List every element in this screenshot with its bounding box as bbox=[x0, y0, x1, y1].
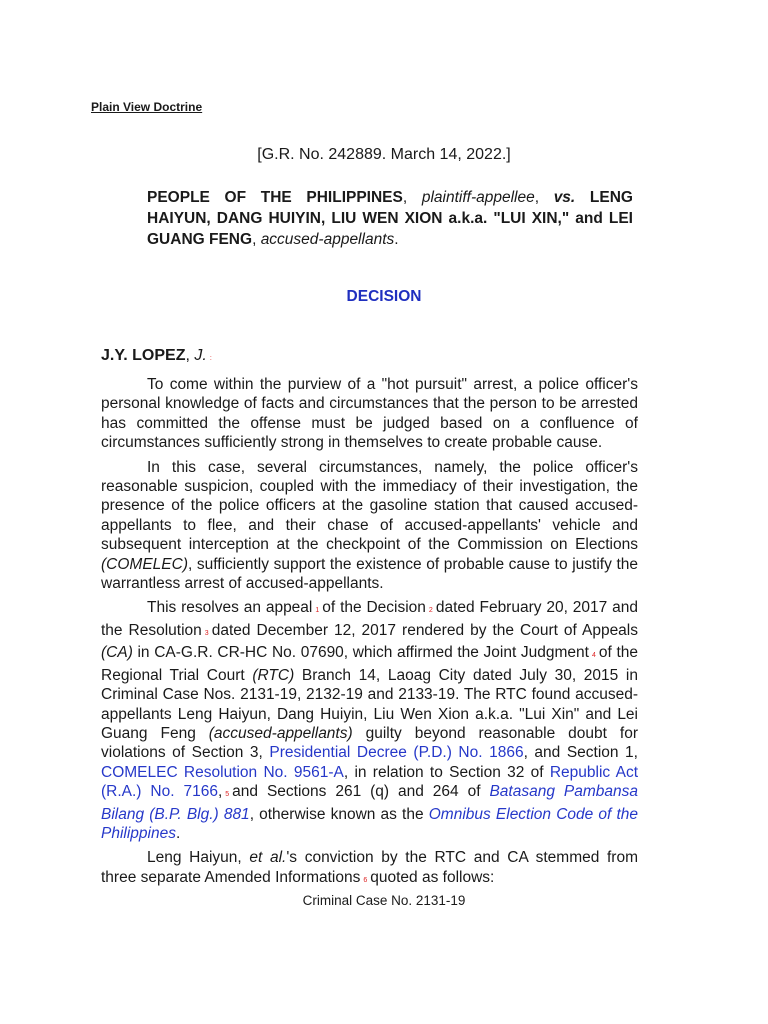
decision-heading: DECISION bbox=[346, 288, 422, 305]
ponente-name: J.Y. LOPEZ bbox=[101, 347, 186, 364]
case-parties: PEOPLE OF THE PHILIPPINES, plaintiff-appellee, vs. LENG HAIYUN, DANG HUIYIN, LIU WEN XION a.k.a. "LUI XIN," and LEI GUANG FENG, accused-appellants. bbox=[147, 189, 633, 248]
footnote-link[interactable]: 4 bbox=[591, 652, 596, 660]
plaintiff-name: PEOPLE OF THE PHILIPPINES bbox=[147, 189, 403, 206]
law-link-bp-881[interactable]: Batasang Pambansa Bilang (B.P. Blg.) 881 bbox=[101, 783, 638, 823]
case-number: [G.R. No. 242889. March 14, 2022.] bbox=[257, 146, 511, 163]
paragraph-2: In this case, several circumstances, namely, the police officer's reasonable suspicion, coupled with the immediacy of their investigation, the presence of the police officers at the gasoline station that caused accused-appellants to flee, and their chase of accused-appellants' vehicle and subsequent interception at the checkpoint of the Commission on Elections (COMELEC), sufficiently support the existence of probable cause to justify the warrantless arrest of accused-appellants. bbox=[101, 458, 638, 593]
law-link-omnibus-election-code[interactable]: Omnibus Election Code of the Philippines bbox=[101, 805, 638, 842]
footnote-link[interactable]: 5 bbox=[225, 791, 230, 799]
topic-title: Plain View Doctrine bbox=[91, 100, 203, 114]
versus-label: vs. bbox=[553, 189, 576, 206]
accused-names: LENG HAIYUN, DANG HUIYIN, LIU WEN XION a.k.a. "LUI XIN," and LEI GUANG FENG bbox=[147, 189, 633, 248]
footnote-link[interactable]: 6 bbox=[363, 876, 368, 884]
paragraph-3: This resolves an appeal 1 of the Decision 2 dated February 20, 2017 and the Resolution 3 dated December 12, 2017 rendered by the Court of Appeals (CA) in CA-G.R. CR-HC No. 07690, which affirmed the Joint Judgment 4 of the Regional Trial Court (RTC) Branch 14, Laoag City dated July 30, 2015 in Criminal Case Nos. 2131-19, 2132-19 and 2133-19. The RTC found accused-appellants Leng Haiyun, Dang Huiyin, Liu Wen Xion a.k.a. "Lui Xin" and Lei Guang Feng (accused-appellants) guilty beyond reasonable doubt for violations of Section 3, Presidential Decree (P.D.) No. 1866, and Section 1, COMELEC Resolution No. 9561-A, in relation to Section 32 of Republic Act (R.A.) No. 7166, 5 and Sections 261 (q) and 264 of Batasang Pambansa Bilang (B.P. Blg.) 881, otherwise known as the Omnibus Election Code of the Philippines. bbox=[101, 599, 638, 842]
law-link-ra-7166[interactable]: Republic Act (R.A.) No. 7166 bbox=[101, 763, 638, 801]
footnote-link[interactable]: 1 bbox=[315, 607, 320, 615]
paragraph-4: Leng Haiyun, et al.'s conviction by the RTC and CA stemmed from three separate Amended Informations 6 quoted as follows: bbox=[101, 849, 639, 886]
law-link-pd-1866[interactable]: Presidential Decree (P.D.) No. 1866 bbox=[269, 744, 524, 762]
paragraph-1: To come within the purview of a "hot pursuit" arrest, a police officer's personal knowledge of facts and circumstances that the person to be arrested has committed the offense must be judged based on a confluence of circumstances sufficiently strong in themselves to create probable cause. bbox=[101, 376, 638, 452]
criminal-case-caption: Criminal Case No. 2131-19 bbox=[302, 893, 466, 908]
ponente: J.Y. LOPEZ, J. : bbox=[101, 347, 212, 364]
law-link-comelec-resolution[interactable]: COMELEC Resolution No. 9561-A bbox=[101, 763, 344, 781]
accused-role: accused-appellants bbox=[260, 231, 395, 248]
footnote-link[interactable]: 3 bbox=[204, 629, 209, 637]
decision-body bbox=[101, 375, 638, 895]
plaintiff-role: plaintiff-appellee bbox=[421, 189, 535, 206]
footnote-marker[interactable]: : bbox=[209, 355, 212, 362]
footnote-link[interactable]: 2 bbox=[428, 607, 433, 615]
ponente-suffix: J. bbox=[194, 347, 207, 364]
